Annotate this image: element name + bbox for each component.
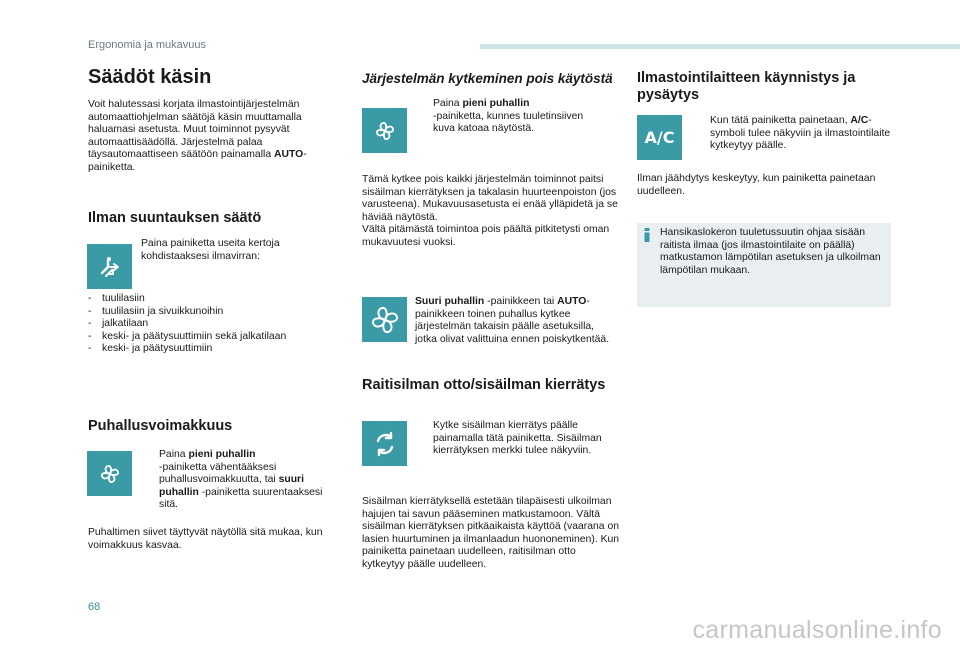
text-fragment: -symboli tulee näkyviin ja ilmastointilaite kytkeytyy päälle.: [710, 115, 891, 152]
text-fragment: -painiketta suurentaaksesi sitä.: [159, 486, 323, 511]
on-instruction: [415, 296, 610, 346]
fan-large-icon: [370, 305, 400, 335]
pointer-marker: [692, 115, 710, 153]
off-text: Tämä kytkee pois kaikki järjestelmän toiminnot paitsi sisäilman kierrätyksen ja takalasin huurteenpoiston (jos varusteena). Mukavuusasetusta ei enää ylläpidetä ja se häviää näytöstä.: [362, 174, 618, 223]
fan-small-off-button[interactable]: [362, 108, 407, 153]
chapter-title: Ergonomia ja mukavuus: [88, 39, 207, 51]
text-fragment: Paina: [159, 449, 186, 460]
intro-paragraph: [88, 99, 346, 175]
system-off-heading: Järjestelmän kytkeminen pois käytöstä: [362, 71, 613, 86]
air-distribution-button[interactable]: [87, 244, 132, 289]
off-instruction-text: [433, 98, 605, 136]
recirculation-icon: [370, 429, 400, 459]
air-distribution-icon: [95, 252, 125, 282]
header-bar: [480, 44, 960, 49]
fan-small-button[interactable]: [87, 451, 132, 496]
watermark: carmanualsonline.info: [692, 616, 942, 644]
pointer-marker: [415, 420, 433, 458]
ac-note: Ilman jäähdytys keskeytyy, kun painiketta painetaan uudelleen.: [637, 173, 876, 197]
ac-instruction-text: [710, 115, 892, 153]
recirculation-button[interactable]: [362, 421, 407, 466]
blower-instruction-text: [159, 449, 341, 512]
list-item: - keski- ja päätysuuttimiin: [88, 343, 346, 356]
list-item: - jalkatilaan: [88, 318, 346, 331]
intro-suffix: -painiketta.: [88, 149, 307, 173]
direction-heading: Ilman suuntauksen säätö: [88, 210, 262, 226]
off-instruction: [415, 98, 605, 136]
info-text: Hansikaslokeron tuuletussuutin ohjaa sisään raitista ilmaa (jos ilmastointilaite on päällä) matkustamon lämpötilan asetuksen ja ulkoilman lämpötilan mukaan.: [660, 227, 881, 276]
intro-text: Voit halutessasi korjata ilmastointijärjestelmän automaattiohjelman säätöjä käsin muuttamalla haluamasi asetusta. Muut toiminnot pysyvät automaattisäädöllä. Järjestelmä palaa täysautomaattiseen säätöön painamalla: [88, 99, 302, 161]
list-item: - tuulilasiin ja sivuikkunoihin: [88, 306, 346, 319]
blower-instruction: [141, 449, 341, 512]
text-fragment: -painiketta, kunnes tuuletinsiiven kuva katoaa näytöstä.: [433, 110, 584, 135]
button-name: suuri puhallin: [159, 474, 304, 498]
blower-heading: Puhallusvoimakkuus: [88, 418, 233, 434]
recirculation-instruction: [415, 420, 615, 458]
text-fragment: -painikkeen tai: [487, 296, 555, 307]
pointer-marker: [141, 449, 159, 512]
text-fragment: Kun tätä painiketta painetaan,: [710, 115, 848, 126]
auto-keyword: AUTO: [274, 149, 304, 161]
button-name: A/C: [850, 115, 869, 126]
text-fragment: -painiketta vähentääksesi puhallusvoimakkuutta, tai: [159, 461, 277, 486]
ac-instruction: [692, 115, 892, 153]
blower-note: Puhaltimen siivet täyttyvät näytöllä sitä mukaa, kun voimakkuus kasvaa.: [88, 527, 323, 551]
fan-large-button[interactable]: [362, 297, 407, 342]
button-name: Suuri puhallin: [415, 296, 485, 307]
off-text-2: Vältä pitämästä toimintoa pois päältä pitkitetysti oman mukavuutesi vuoksi.: [362, 224, 610, 248]
direction-description: Paina painiketta useita kertoja kohdistaaksesi ilmavirran:: [141, 238, 280, 262]
info-icon: [643, 228, 651, 242]
button-name: pieni puhallin: [188, 449, 256, 460]
recirculation-heading: Raitisilman otto/sisäilman kierrätys: [362, 377, 606, 393]
page-number: 68: [88, 601, 101, 613]
auto-keyword: AUTO: [557, 296, 587, 307]
list-item: - keski- ja päätysuuttimiin sekä jalkatilaan: [88, 331, 346, 344]
list-item: - tuulilasiin: [88, 293, 346, 306]
button-name: pieni puhallin: [462, 98, 530, 109]
recirculation-note: Sisäilman kierrätyksellä estetään tilapäisesti ulkoilman hajujen tai savun pääseminen matkustamoon. Vältä sisäilman kierrätyksen pitkäaikaista käyttöä (vaarana on lasien huurtuminen ja ilmanlaadun huononeminen). Kun painiketta painetaan uudelleen, raitisilman otto kytkeytyy päälle uudelleen.: [362, 496, 620, 570]
ac-icon: A/C: [644, 128, 675, 147]
direction-list: [88, 293, 346, 356]
ac-button[interactable]: [637, 115, 682, 160]
page-title: Säädöt käsin: [88, 66, 212, 88]
off-explanation: [362, 174, 620, 250]
recirculation-instruction-text: Kytke sisäilman kierrätys päälle painamalla tätä painiketta. Sisäilman kierrätyksen merkki tulee näkyviin.: [433, 420, 602, 457]
pointer-marker: [415, 98, 433, 136]
text-fragment: Paina: [433, 98, 460, 109]
fan-small-icon: [370, 116, 400, 146]
ac-heading: Ilmastointilaitteen käynnistys ja pysäytys: [637, 70, 856, 103]
text-fragment: -painikkeen toinen puhallus kytkee järjestelmän takaisin päälle asetuksilla, jotka olivat valittuina ennen poiskytkentää.: [415, 296, 610, 345]
fan-small-icon: [95, 459, 125, 489]
